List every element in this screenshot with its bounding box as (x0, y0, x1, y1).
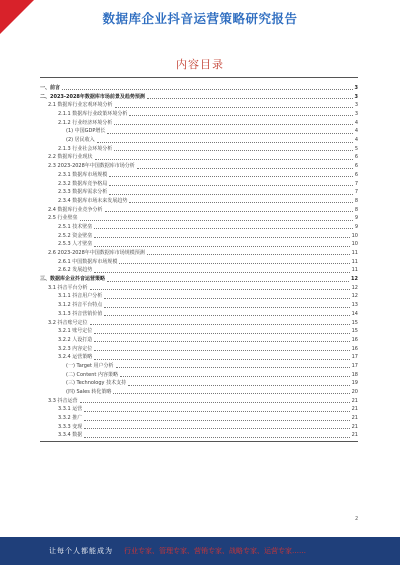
toc-entry[interactable] (40, 405, 358, 414)
toc-entry-page: 17 (351, 362, 358, 369)
toc-entry[interactable] (40, 258, 358, 267)
toc-entry-label: (二) Content 内容策略 (66, 371, 118, 378)
toc-leader-dots (104, 307, 349, 308)
toc-entry[interactable] (40, 423, 358, 432)
toc-leader-dots (90, 324, 350, 325)
toc-entry[interactable] (40, 301, 358, 310)
toc-entry-page: 4 (354, 137, 358, 144)
toc-leader-dots (97, 142, 353, 143)
toc-entry[interactable] (40, 371, 358, 380)
toc-leader-dots (137, 168, 353, 169)
toc-entry[interactable] (40, 353, 358, 362)
toc-entry-label: 3.2.1 账号定位 (58, 328, 93, 335)
toc-entry[interactable] (40, 293, 358, 302)
toc-leader-dots (84, 428, 349, 429)
toc-leader-dots (80, 220, 353, 221)
toc-leader-dots (94, 272, 349, 273)
toc-entry-page: 20 (351, 389, 358, 396)
toc-entry-label: 3.1 抖音平台分析 (48, 284, 88, 291)
toc-leader-dots (128, 385, 350, 386)
toc-entry[interactable] (40, 397, 358, 406)
toc-entry[interactable] (40, 414, 358, 423)
toc-entry[interactable] (40, 214, 358, 223)
toc-leader-dots (62, 89, 353, 90)
toc-leader-dots (95, 159, 353, 160)
toc-entry-label: 3.3.3 变现 (58, 423, 83, 430)
toc-entry[interactable] (40, 310, 358, 319)
toc-entry-page: 10 (351, 241, 358, 248)
toc-entry-page: 6 (354, 154, 358, 161)
toc-entry-page: 11 (351, 258, 358, 265)
toc-leader-dots (94, 246, 349, 247)
toc-entry-page: 11 (351, 267, 358, 274)
toc-leader-dots (94, 350, 349, 351)
toc-leader-dots (116, 367, 350, 368)
toc-leader-dots (114, 124, 353, 125)
toc-entry-page: 3 (354, 93, 358, 100)
toc-leader-dots (115, 107, 353, 108)
footer-expert-list: 行业专家、管理专家、营销专家、战略专家、运营专家…… (124, 547, 306, 555)
toc-entry-page: 4 (354, 119, 358, 126)
toc-entry-page: 3 (354, 84, 358, 91)
toc-entry-label: 2.3.2 数据库竞争格局 (58, 180, 108, 187)
toc-entry-label: 3.1.2 抖音平台特点 (58, 302, 103, 309)
toc-entry[interactable] (40, 180, 358, 189)
toc-entry[interactable] (40, 162, 358, 171)
table-of-contents (40, 84, 358, 440)
toc-entry-label: 一、前言 (40, 84, 61, 91)
toc-entry-label: 3.3.2 推广 (58, 415, 83, 422)
toc-entry[interactable] (40, 119, 358, 128)
toc-entry[interactable] (40, 362, 358, 371)
toc-heading: 内容目录 (176, 58, 224, 71)
toc-entry[interactable] (40, 240, 358, 249)
toc-entry[interactable] (40, 388, 358, 397)
toc-leader-dots (84, 411, 349, 412)
toc-entry[interactable] (40, 345, 358, 354)
toc-entry-page: 16 (351, 345, 358, 352)
toc-leader-dots (109, 194, 353, 195)
toc-leader-dots (94, 228, 353, 229)
toc-entry-label: 2.1 数据库行业宏观环境分析 (48, 102, 113, 109)
toc-leader-dots (94, 341, 349, 342)
toc-entry-page: 21 (351, 432, 358, 439)
toc-leader-dots (107, 281, 349, 282)
toc-entry-page: 12 (351, 293, 358, 300)
toc-entry-label: 3.2.2 人设打造 (58, 336, 93, 343)
toc-entry-label: 3.2 抖音账号定位 (48, 319, 88, 326)
toc-entry-label: 2.3.1 数据库市场规模 (58, 171, 108, 178)
page-number: 2 (355, 516, 359, 522)
toc-entry-page: 16 (351, 336, 358, 343)
toc-entry-label: 2.6.1 中国数据库市场规模 (58, 258, 118, 265)
toc-entry-label: (1) 中国GDP增长 (66, 128, 106, 135)
toc-entry[interactable] (40, 249, 358, 258)
toc-entry-label: 3.3.1 运营 (58, 406, 83, 413)
toc-leader-dots (114, 150, 353, 151)
report-header (0, 0, 400, 34)
toc-entry-page: 3 (354, 111, 358, 118)
toc-leader-dots (84, 437, 349, 438)
toc-entry-page: 18 (351, 371, 358, 378)
toc-entry-page: 12 (351, 284, 358, 291)
toc-entry-label: 2.1.3 行业社会环境分析 (58, 145, 113, 152)
toc-entry-label: 2.6.2 发展趋势 (58, 267, 93, 274)
toc-leader-dots (105, 211, 353, 212)
toc-leader-dots (129, 202, 352, 203)
toc-entry-label: 2.5.1 技术壁垒 (58, 223, 93, 230)
toc-entry-page: 15 (351, 319, 358, 326)
toc-entry[interactable] (40, 284, 358, 293)
toc-leader-dots (107, 133, 352, 134)
toc-entry-label: 2.1.2 行业经济环境分析 (58, 119, 113, 126)
toc-entry[interactable] (40, 266, 358, 275)
toc-entry[interactable] (40, 136, 358, 145)
toc-entry[interactable] (40, 319, 358, 328)
toc-entry-label: 2.1.1 数据库行业政策环境分析 (58, 111, 128, 118)
toc-entry[interactable] (40, 110, 358, 119)
toc-leader-dots (84, 420, 349, 421)
toc-leader-dots (147, 254, 350, 255)
toc-entry-label: 2.3 2023-2028年中国数据库市场分析 (48, 163, 135, 170)
toc-leader-dots (113, 393, 349, 394)
toc-entry-page: 12 (351, 276, 358, 283)
toc-entry[interactable] (40, 336, 358, 345)
footer-slogan: 让每个人都能成为 (49, 547, 113, 555)
toc-entry[interactable] (40, 432, 358, 441)
toc-entry-page: 10 (351, 232, 358, 239)
toc-entry-label: 2.5 行业壁垒 (48, 215, 78, 222)
toc-entry[interactable] (40, 101, 358, 110)
toc-entry[interactable] (40, 379, 358, 388)
toc-entry-page: 21 (351, 406, 358, 413)
toc-entry-label: (2) 居民收入 (66, 137, 95, 144)
toc-entry[interactable] (40, 232, 358, 241)
toc-entry[interactable] (40, 206, 358, 215)
toc-leader-dots (94, 359, 349, 360)
toc-entry-page: 21 (351, 397, 358, 404)
toc-entry-page: 7 (354, 180, 358, 187)
toc-entry-label: 3.3.4 数据 (58, 432, 83, 439)
footer-banner (0, 537, 400, 565)
toc-entry[interactable] (40, 327, 358, 336)
toc-entry-label: 3.3 抖音运营 (48, 397, 78, 404)
toc-entry-label: 二、2023-2028年数据库市场前景及趋势预测 (40, 93, 145, 100)
toc-entry-page: 7 (354, 189, 358, 196)
toc-leader-dots (80, 402, 350, 403)
toc-entry-page: 6 (354, 171, 358, 178)
toc-leader-dots (109, 176, 353, 177)
toc-entry-label: (一) Target 用户分析 (66, 362, 114, 369)
toc-entry-label: 2.2 数据库行业现状 (48, 154, 93, 161)
toc-entry-page: 14 (351, 310, 358, 317)
toc-entry-page: 13 (351, 302, 358, 309)
toc-entry-page: 21 (351, 415, 358, 422)
toc-entry-page: 5 (354, 145, 358, 152)
toc-entry-page: 21 (351, 423, 358, 430)
toc-leader-dots (129, 115, 352, 116)
toc-entry-label: 2.3.3 数据库需求分析 (58, 189, 108, 196)
toc-bottom-rule (40, 441, 358, 442)
toc-entry-page: 8 (354, 197, 358, 204)
toc-leader-dots (119, 263, 349, 264)
toc-entry[interactable] (40, 197, 358, 206)
toc-entry-label: 3.1.3 抖音营销价值 (58, 310, 103, 317)
toc-entry-label: 2.3.4 数据库市场未来发展趋势 (58, 197, 128, 204)
toc-entry-label: 2.5.3 人才壁垒 (58, 241, 93, 248)
toc-leader-dots (104, 315, 349, 316)
toc-entry-label: 3.2.3 内容定位 (58, 345, 93, 352)
toc-entry-label: (三) Technology 技术支持 (66, 380, 127, 387)
toc-entry-label: (四) Sales 转化策略 (66, 389, 112, 396)
toc-entry-page: 15 (351, 328, 358, 335)
toc-leader-dots (94, 333, 349, 334)
toc-entry-label: 2.5.2 资金壁垒 (58, 232, 93, 239)
toc-entry[interactable] (40, 127, 358, 136)
toc-leader-dots (90, 289, 350, 290)
toc-entry-page: 11 (351, 250, 358, 257)
toc-entry-label: 2.4 数据库行业竞争分析 (48, 206, 103, 213)
toc-entry-label: 2.6 2023-2028年中国数据库市场规模预测 (48, 250, 145, 257)
toc-leader-dots (109, 185, 353, 186)
toc-leader-dots (120, 376, 350, 377)
toc-entry-page: 19 (351, 380, 358, 387)
toc-entry-page: 4 (354, 128, 358, 135)
toc-entry-label: 3.1.1 抖音用户分析 (58, 293, 103, 300)
toc-top-rule (40, 77, 358, 78)
toc-entry-label: 三、数据库企业抖音运营策略 (40, 276, 106, 283)
toc-entry-page: 17 (351, 354, 358, 361)
toc-entry-page: 9 (354, 215, 358, 222)
toc-entry-page: 3 (354, 102, 358, 109)
toc-entry-page: 6 (354, 163, 358, 170)
toc-entry[interactable] (40, 188, 358, 197)
toc-leader-dots (94, 237, 349, 238)
toc-entry[interactable] (40, 171, 358, 180)
toc-entry[interactable] (40, 275, 358, 284)
toc-entry-page: 8 (354, 206, 358, 213)
toc-leader-dots (104, 298, 349, 299)
report-title: 数据库企业抖音运营策略研究报告 (102, 11, 298, 26)
toc-entry[interactable] (40, 223, 358, 232)
toc-entry[interactable] (40, 93, 358, 102)
toc-entry[interactable] (40, 154, 358, 163)
toc-entry[interactable] (40, 84, 358, 93)
toc-entry[interactable] (40, 145, 358, 154)
toc-entry-page: 9 (354, 223, 358, 230)
toc-entry-label: 3.2.4 运营策略 (58, 354, 93, 361)
toc-leader-dots (147, 98, 353, 99)
